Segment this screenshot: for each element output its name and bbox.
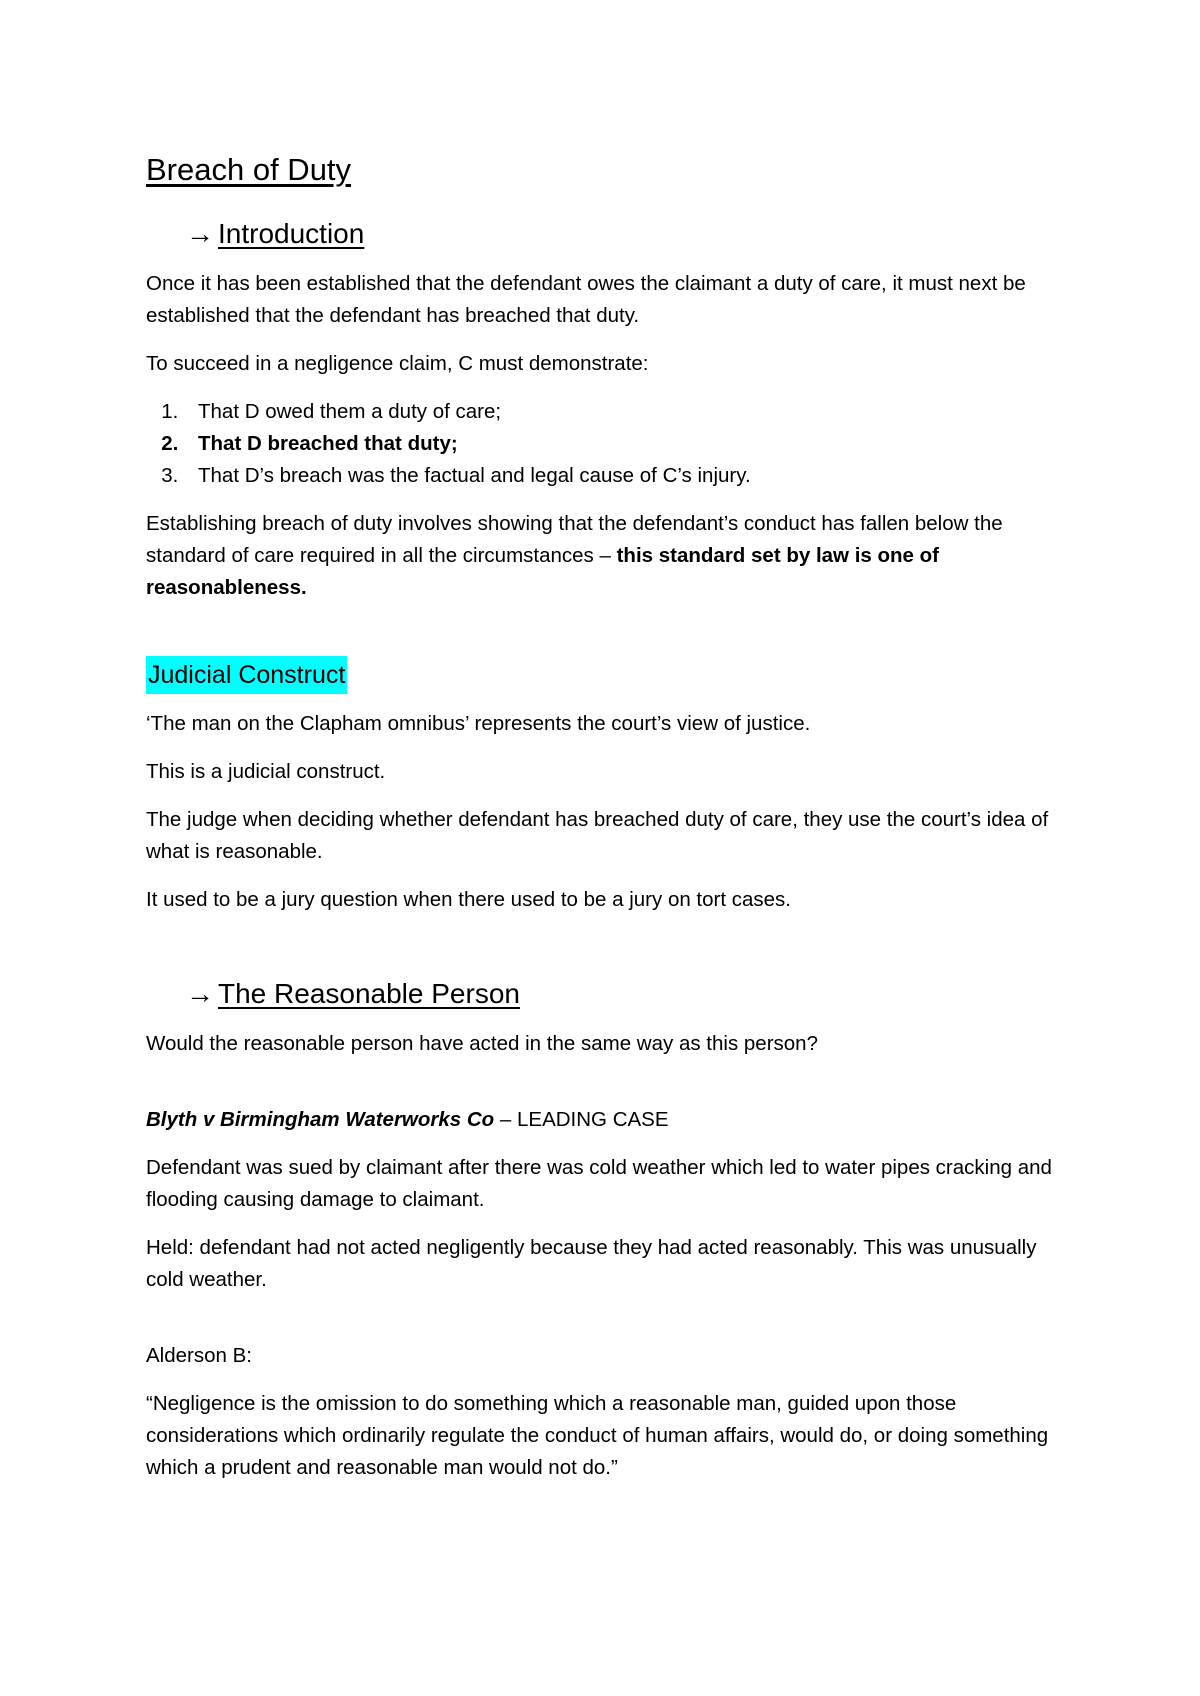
highlighted-heading-judicial-construct: Judicial Construct: [146, 656, 347, 694]
list-item: 3. That D’s breach was the factual and legal cause of C’s injury.: [184, 460, 1076, 492]
intro-paragraph-1: Once it has been established that the defendant owes the claimant a duty of care, it must next be established that the defendant has breached that duty.: [146, 272, 1026, 327]
judicial-paragraph-4: It used to be a jury question when there used to be a jury on tort cases.: [146, 888, 791, 911]
document-title: Breach of Duty: [146, 152, 352, 187]
section-heading-label: Introduction: [218, 218, 365, 249]
intro-paragraph-3-text: Establishing breach of duty involves showing that the defendant’s conduct has fallen below the standard of care required in all the circumstances –: [146, 512, 1003, 567]
right-arrow-icon: →: [186, 218, 214, 249]
document-page: [146, 148, 1076, 1500]
intro-paragraph-3-emphasis: this standard set by law is one of reasonableness.: [146, 544, 939, 599]
judicial-heading-wrapper: [146, 656, 1076, 694]
reasonable-paragraph-1: Would the reasonable person have acted in the same way as this person?: [146, 1032, 818, 1055]
requirements-list: [146, 396, 1076, 492]
list-item: 2. That D breached that duty;: [184, 428, 1076, 460]
judicial-paragraph-1: ‘The man on the Clapham omnibus’ represents the court’s view of justice.: [146, 712, 811, 735]
case-facts: Defendant was sued by claimant after there was cold weather which led to water pipes cracking and flooding causing damage to claimant.: [146, 1156, 1052, 1211]
case-label: – LEADING CASE: [494, 1108, 669, 1131]
judge-name: Alderson B:: [146, 1344, 252, 1367]
section-heading-introduction: [186, 214, 1076, 254]
section-heading-label: The Reasonable Person: [218, 978, 520, 1009]
case-held: Held: defendant had not acted negligently because they had acted reasonably. This was unusually cold weather.: [146, 1236, 1037, 1291]
judicial-quote: “Negligence is the omission to do something which a reasonable man, guided upon those considerations which ordinarily regulate the conduct of human affairs, would do, or doing something which a prudent and reasonable man would not do.”: [146, 1392, 1049, 1479]
right-arrow-icon: →: [186, 978, 214, 1009]
case-name: Blyth v Birmingham Waterworks Co: [146, 1108, 495, 1131]
judicial-paragraph-3: The judge when deciding whether defendant has breached duty of care, they use the court’s idea of what is reasonable.: [146, 808, 1049, 863]
list-item: 1. That D owed them a duty of care;: [184, 396, 1076, 428]
judicial-paragraph-2: This is a judicial construct.: [146, 760, 386, 783]
section-heading-reasonable-person: [186, 974, 1076, 1014]
case-title: [146, 1104, 1076, 1136]
intro-paragraph-3: [146, 508, 1076, 604]
intro-paragraph-2: To succeed in a negligence claim, C must demonstrate:: [146, 352, 649, 375]
